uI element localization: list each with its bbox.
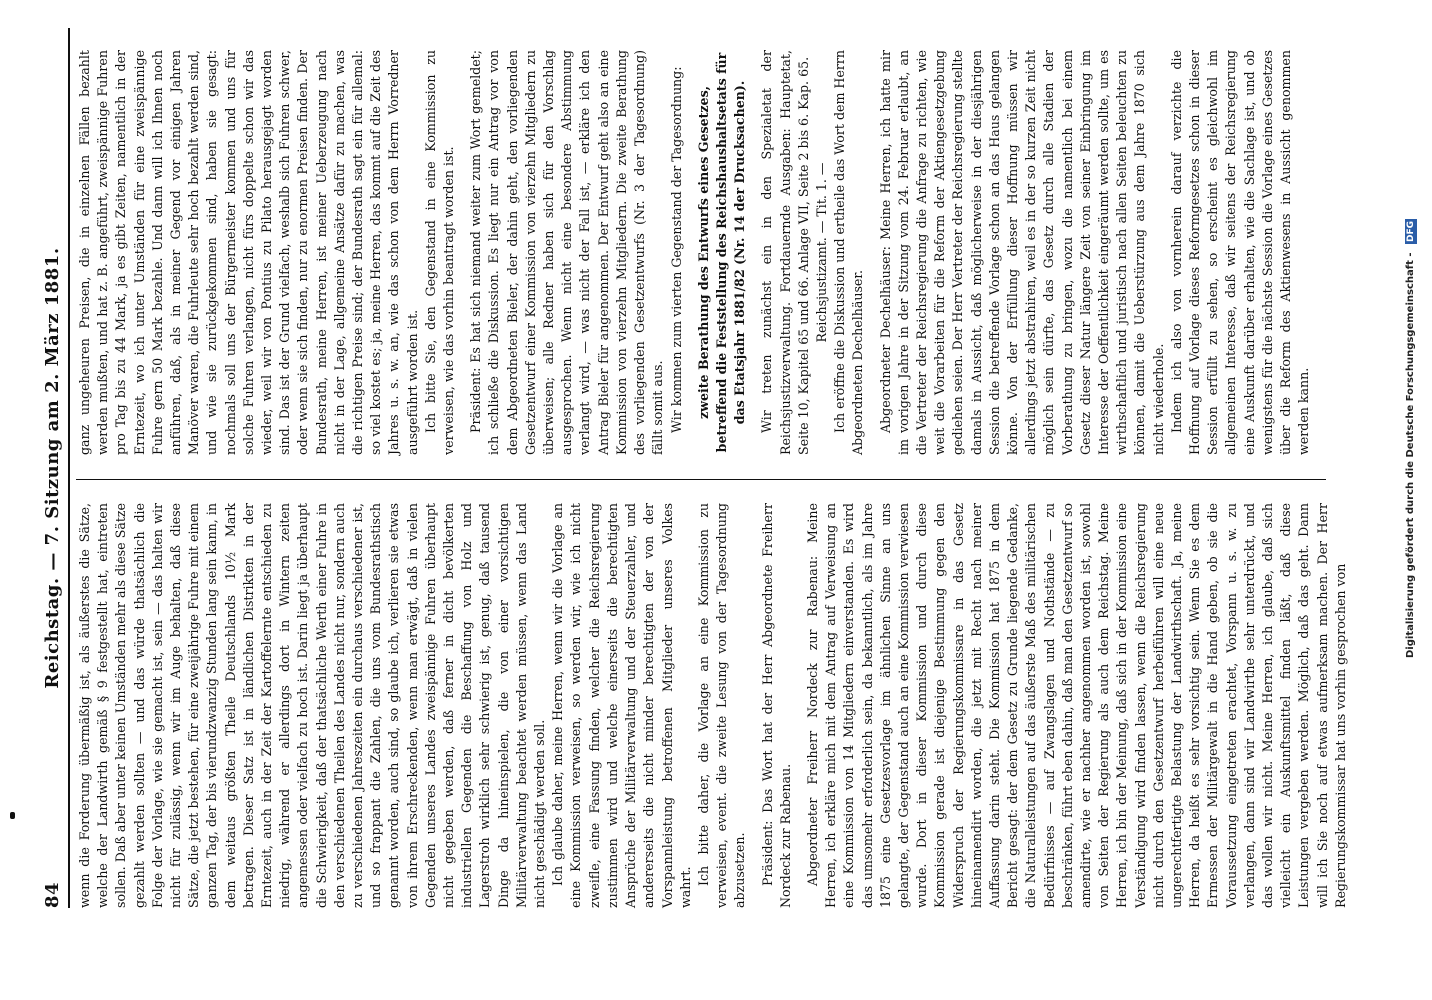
paragraph: ganz ungeheuren Preisen, die in einzelnen Fällen bezahlt werden mußten, und hat z. B. angeführt, zweispännige Fuhren pro Tag bis zu 44 Mark, ja es gibt Zeiten, namentlich in der Erntezeit, wo ich unter Umständen für eine zweispännige Fuhre gern 50 Mark bezahle. Und dann will ich Ihnen noch anführen, daß, als in meiner Gegend vor einigen Jahren Manöver waren, die Fuhrleute sehr hoch bezahlt werden sind, und wie sie zurückgekommen sind, haben sie gesagt: nochmals soll uns der Bürgermeister kommen und uns für solche Fuhren verlangen, nicht fürs doppelte schon wir das wieder, weil wir von Pontius zu Pilato herausgejagt worden sind. Das ist der Grund vielfach, weshalb sich Fuhren schwer, oder wenn sie sich finden, nur zu enormen Preisen finden. Der Bundesrath, meine Herren, ist meiner Ueberzeugung nach nicht in der Lage, allgemeine Ansätze dafür zu machen, was die richtigen Preise sind; der Bundesrath sagt ein für allemal: so viel kostet es; ja, meine Herren, das kommt auf die Zeit des Jahres u. s. w. an, wie das schon von dem Herrn Vorredner ausgeführt worden ist.	[77, 50, 420, 455]
paragraph-president: Präsident: Das Wort hat der Herr Abgeordnete Freiherr Nordeck zur Rabenau.	[759, 503, 793, 908]
paragraph: Indem ich also von vornherein darauf verzichte die Hoffnung auf Vorlage dieses Reformgesetzes schon in dieser Session erfüllt zu sehen, so erscheint es gleichwohl im allgemeinen Interesse, daß wir seitens der Reichsregierung eine Auskunft darüber erhalten, wie die Sachlage ist, und ob wenigstens für die nächste Session die Vorlage eines Gesetzes über die Reform des Aktienwesens in Aussicht genommen werden kann.	[1168, 50, 1312, 455]
paragraph: Wir treten zunächst ein in den Spezialetat der Reichsjustizverwaltung. Fortdauernde Ausgaben: Hauptetat, Seite 10, Kapitel 65 und 66. Anlage VII, Seite 2 bis 6. Kap. 65.	[759, 50, 811, 455]
credit-text: Digitalisierung gefördert durch die Deutsche Forschungsgemeinschaft -	[1405, 252, 1416, 658]
running-title: Reichstag. — 7. Sitzung am 2. März 1881.	[42, 247, 63, 689]
paragraph: Ich bitte Sie, den Gegenstand in eine Kommission zu verweisen, wie das vorhin beantragt worden ist.	[422, 50, 457, 455]
page-number: 84	[42, 881, 63, 908]
running-header	[38, 28, 70, 908]
paragraph-speech: Abgeordneter Dechelhäuser: Meine Herren, ich hatte mir im vorigen Jahre in der Sitzung vom 24. Februar erlaubt, an die Vertreter der Reichsregierung die Anfrage zu richten, wie weit die Vorarbeiten für die Reform der Aktiengesetzgebung gediehen seien. Der Herr Vertreter der Reichsregierung stellte damals in Aussicht, daß möglicherweise in der diesjährigen Session die betreffende Vorlage schon an das Haus gelangen könne. Von der Erfüllung dieser Hoffnung müssen wir allerdings jetzt abstrahiren, weil es in der so kurzen Zeit nicht möglich sein dürfte, das Gesetz durch alle Stadien der Vorberathung zu bringen, wozu die namentlich bei einem Gesetz dieser Natur längere Zeit von seiner Einbringung im Interesse der Oeffentlichkeit eingeräumt werden sollte, um es wirthschaftlich und juristisch nach allen Seiten beleuchten zu können, damit die Ueberstürzung aus dem Jahre 1870 sich nicht wiederhole.	[877, 50, 1166, 455]
dfg-logo: DFG	[1406, 220, 1416, 242]
right-column	[76, 50, 1326, 455]
scan-speck	[10, 812, 15, 819]
paragraph: Wir kommen zum vierten Gegenstand der Tagesordnung:	[668, 66, 684, 433]
title-heading: Reichsjustizamt. — Tit. 1. —	[813, 162, 829, 343]
column-divider	[76, 479, 1326, 480]
paragraph: wenn die Forderung übermäßig ist, als äußerstes die Sätze, welche der Landwirth gemäß § 9 festgestellt hat, eintreten sollen. Daß aber unter keinen Umständen mehr als diese Sätze gezahlt werden sollten — und das würde thatsächlich die Folge der Vorlage, wie sie gemacht ist, sein — das halten wir nicht für zulässig, wenn wir im Auge behalten, daß diese Sätze, die jetzt bestehen, für eine zweijährige Fuhre mit einem ganzen Tag, der bis vierundzwanzig Stunden lang sein kann, in dem weitaus größten Theile Deutschlands 10½ Mark betragen. Dieser Satz ist in ländlichen Distrikten in der Erntezeit, auch in der Zeit der Kartoffelernte entschieden zu niedrig, während er allerdings dort in Wintern zeiten angemessen oder vielfach zu hoch ist. Darin liegt ja überhaupt die Schwierigkeit, daß der thatsächliche Werth einer Fuhre in den verschiedenen Theilen des Landes nicht nur, sondern auch zu verschiedenen Jahreszeiten ein durchaus verschiedener ist, und so frappant die Zahlen, die uns vom Bundesrathstisch genannt worden, auch sind, so glaube ich, verlieren sie etwas von ihrem Erschreckenden, wenn man erwägt, daß in vielen Gegenden unseres Landes zweispännige Fuhren überhaupt nicht gegeben werden, daß ferner in dicht bevölkerten industriellen Gegenden die Beschaffung von Holz und Lagerstroh wirklich sehr schwierig ist, genug, daß tausend Dinge da hineinspielen, die von einer vorsichtigen Militärverwaltung beachtet werden müssen, wenn das Land nicht geschädigt werden soll.	[77, 503, 548, 908]
paragraph-president: Präsident: Es hat sich niemand weiter zum Wort gemeldet; ich schließe die Diskussion. Es liegt nur ein Antrag vor von dem Abgeordneten Bieler, der dahin geht, den vorliegenden Gesetzentwurf einer Kommission von vierzehn Mitgliedern zu überweisen; alle Redner haben sich für den Vorschlag ausgesprochen. Wenn nicht eine besondere Abstimmung verlangt wird, — was nicht der Fall ist, — erkläre ich den Antrag Bieler für angenommen. Der Entwurf geht also an eine Kommission von vierzehn Mitgliedern. Die zweite Berathung des vorliegenden Gesetzentwurfs (Nr. 3 der Tagesordnung) fällt somit aus.	[468, 50, 666, 455]
paragraph-speech: Abgeordneter Freiherr Nordeck zur Rabenau: Meine Herren, ich erkläre mich mit dem Antrag auf Verweisung an eine Kommission von 14 Mitgliedern einverstanden. Es wird das umsomehr erforderlich sein, da bekanntlich, als im Jahre 1875 eine Gesetzesvorlage im ähnlichen Sinne an uns gelangte, der Gegenstand auch an eine Kommission verwiesen wurde. Dort in dieser Kommission und durch diese Kommission gerade ist diejenige Bestimmung gegen den Widerspruch der Regierungskommissare in das Gesetz hineinamendirt worden, die jetzt mit Recht nach meiner Auffassung darin steht. Die Kommission hat 1875 in dem Bericht gesagt: der dem Gesetz zu Grunde liegende Gedanke, die Naturalleistungen auf das äußerste Maß des militärischen Bedürfnisses — auf Zwangslagen und Nothstände — zu beschränken, führt eben dahin, daß man den Gesetzentwurf so amendirte, wie er nachher angenommen worden ist, sowohl von Seiten der Regierung als auch dem Reichstag. Meine Herren, ich bin der Meinung, daß sich in der Kommission eine Verständigung wird finden lassen, wenn die Reichsregierung nicht durch den Gesetzentwurf herbeiführen will eine neue ungerechtfertigte Belastung der Landwirthschaft. Ja, meine Herren, da heißt es sehr vorsichtig sein. Wenn Sie es dem Ermessen der Militärgewalt in die Hand geben, ob sie die Voraussetzung eingetreten erachtet, Vorspann u. s. w. zu verlangen, dann sind wir Landwirthe sehr unterdrückt, und das wollen wir nicht. Meine Herren, ich glaube, daß sich vielleicht ein Auskunftsmittel finden läßt, daß diese Leistungen vergeben werden. Möglich, daß das geht. Dann will ich Sie noch auf etwas aufmerksam machen. Der Herr Regierungskommissar hat uns vorhin gesprochen von	[804, 503, 1348, 908]
left-column	[76, 503, 1348, 908]
paragraph: Ich bitte daher, die Vorlage an eine Kommission zu verweisen, event. die zweite Lesung von der Tagesordnung abzusetzen.	[695, 503, 748, 908]
agenda-item-heading: zweite Berathung des Entwurfs eines Gesetzes, betreffend die Feststellung des Reichshaushaltsetats für das Etatsjahr 1881/82 (Nr. 14 der Drucksachen).	[695, 52, 748, 453]
paragraph: Ich eröffne die Diskussion und ertheile das Wort dem Herrn Abgeordneten Dechelhäuser.	[832, 50, 866, 455]
paragraph: Ich glaube daher, meine Herren, wenn wir die Vorlage an eine Kommission verweisen, so werden wir, wie ich nicht zweifle, eine Fassung finden, welcher die Reichsregierung zustimmen wird und welche einerseits die berechtigten Ansprüche der Militärverwaltung und der Steuerzahler, und andererseits die nicht minder berechtigten der von der Vorspannleistung betroffenen Mitglieder unseres Volkes wahrt.	[550, 503, 693, 908]
digitization-credit	[1405, 18, 1417, 658]
